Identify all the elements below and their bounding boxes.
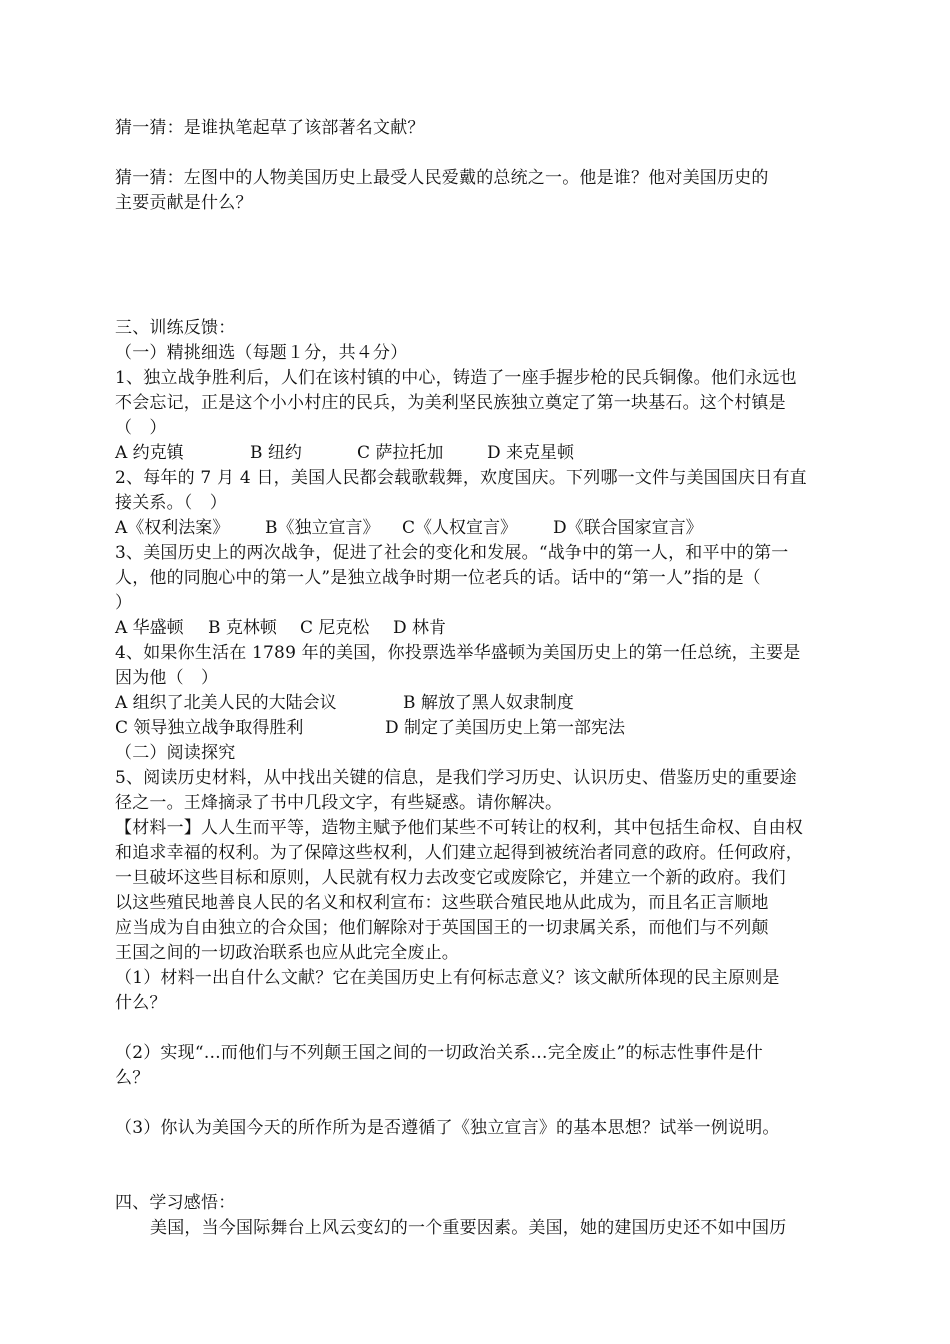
material-1-line-6: 王国之间的一切政治联系也应从此完全废止。 — [115, 943, 459, 963]
q2-option-a: A《权利法案》 — [115, 518, 230, 538]
q2-option-d: D《联合国家宣言》 — [553, 518, 703, 538]
guess-question-2-line-2: 主要贡献是什么？ — [115, 193, 253, 213]
guess-question-1: 猜一猜：是谁执笔起草了该部著名文献？ — [115, 118, 425, 138]
q1-option-b: B 纽约 — [250, 443, 302, 463]
q2-line-1: 2、每年的 7 月 4 日，美国人民都会载歌载舞，欢度国庆。下列哪一文件与美国国庆日有直 — [115, 468, 807, 488]
part-2-title: （二）阅读探究 — [115, 743, 236, 763]
q5-line-2: 径之一。王烽摘录了书中几段文字，有些疑惑。请你解决。 — [115, 793, 563, 813]
sub-question-3: （3）你认为美国今天的所作所为是否遵循了《独立宣言》的基本思想？试举一例说明。 — [115, 1118, 780, 1138]
q3-option-c: C 尼克松 — [300, 618, 370, 638]
material-1-line-3: 一旦破坏这些目标和原则，人民就有权力去改变它或废除它，并建立一个新的政府。我们 — [115, 868, 786, 888]
q1-line-3: （ ） — [115, 418, 167, 438]
material-1-line-1: 【材料一】人人生而平等，造物主赋予他们某些不可转让的权利，其中包括生命权、自由权 — [115, 818, 803, 838]
q4-line-1: 4、如果你生活在 1789 年的美国，你投票选举华盛顿为美国历史上的第一任总统，主要是 — [115, 643, 801, 663]
section-4-paragraph: 美国，当今国际舞台上风云变幻的一个重要因素。美国，她的建国历史还不如中国历 — [150, 1218, 787, 1238]
section-4-title: 四、学习感悟： — [115, 1193, 236, 1213]
q3-line-1: 3、美国历史上的两次战争，促进了社会的变化和发展。“战争中的第一人，和平中的第一 — [115, 543, 789, 563]
q4-option-b: B 解放了黑人奴隶制度 — [403, 693, 574, 713]
q3-line-2: 人，他的同胞心中的第一人”是独立战争时期一位老兵的话。话中的“第一人”指的是（ — [115, 568, 761, 588]
material-1-line-4: 以这些殖民地善良人民的名义和权利宣布：这些联合殖民地从此成为，而且名正言顺地 — [115, 893, 769, 913]
q1-line-2: 不会忘记，正是这个小小村庄的民兵，为美利坚民族独立奠定了第一块基石。这个村镇是 — [115, 393, 786, 413]
guess-question-2-line-1: 猜一猜：左图中的人物美国历史上最受人民爱戴的总统之一。他是谁？他对美国历史的 — [115, 168, 769, 188]
q4-option-c: C 领导独立战争取得胜利 — [115, 718, 304, 738]
sub-question-1-line-2: 什么？ — [115, 993, 167, 1013]
q5-line-1: 5、阅读历史材料，从中找出关键的信息，是我们学习历史、认识历史、借鉴历史的重要途 — [115, 768, 797, 788]
q3-option-a: A 华盛顿 — [115, 618, 184, 638]
q3-option-d: D 林肯 — [393, 618, 447, 638]
sub-question-1-line-1: （1）材料一出自什么文献？它在美国历史上有何标志意义？该文献所体现的民主原则是 — [115, 968, 780, 988]
q4-line-2: 因为他（ ） — [115, 668, 219, 688]
q1-option-c: C 萨拉托加 — [357, 443, 444, 463]
q3-line-3: ） — [115, 593, 133, 613]
q4-option-d: D 制定了美国历史上第一部宪法 — [385, 718, 626, 738]
sub-question-2-line-1: （2）实现“…而他们与不列颠王国之间的一切政治关系…完全废止”的标志性事件是什 — [115, 1043, 763, 1063]
q2-option-b: B《独立宣言》 — [265, 518, 380, 538]
material-1-line-5: 应当成为自由独立的合众国；他们解除对于英国国王的一切隶属关系，而他们与不列颠 — [115, 918, 769, 938]
q1-option-d: D 来克星顿 — [487, 443, 575, 463]
section-3-title: 三、训练反馈： — [115, 318, 236, 338]
part-1-title: （一）精挑细选（每题１分，共４分） — [115, 343, 408, 363]
q1-line-1: 1、独立战争胜利后，人们在该村镇的中心，铸造了一座手握步枪的民兵铜像。他们永远也 — [115, 368, 797, 388]
material-1-line-2: 和追求幸福的权利。为了保障这些权利，人们建立起得到被统治者同意的政府。任何政府， — [115, 843, 803, 863]
q2-line-2: 接关系。（ ） — [115, 493, 227, 513]
q2-option-c: C《人权宣言》 — [402, 518, 518, 538]
q1-option-a: A 约克镇 — [115, 443, 184, 463]
q3-option-b: B 克林顿 — [208, 618, 277, 638]
sub-question-2-line-2: 么？ — [115, 1068, 150, 1088]
q4-option-a: A 组织了北美人民的大陆会议 — [115, 693, 337, 713]
